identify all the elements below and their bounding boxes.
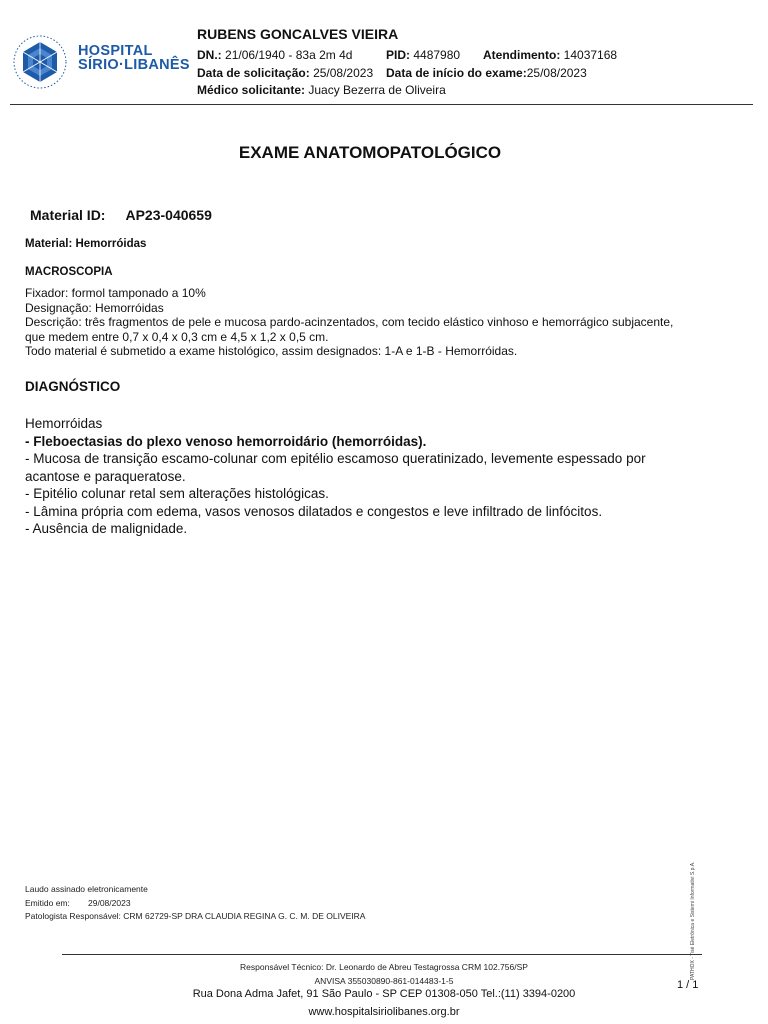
diag-line: Hemorróidas <box>25 416 103 431</box>
macro-line: que medem entre 0,7 x 0,4 x 0,3 cm e 4,5 x 1,2 x 0,5 cm. <box>25 329 329 344</box>
atendimento-value: 14037168 <box>563 48 618 62</box>
material-id-label: Material ID: <box>30 207 106 223</box>
hospital-name-line2: SÍRIO·LIBANÊS <box>78 57 190 73</box>
solicitacao-value: 25/08/2023 <box>313 66 374 80</box>
diag-line: - Mucosa de transição escamo-colunar com epitélio escamoso queratinizado, levemente espessado por <box>25 451 646 466</box>
patient-name: RUBENS GONCALVES VIEIRA <box>197 26 399 42</box>
page-number: 1 / 1 <box>677 979 699 991</box>
hospital-name-line1: HOSPITAL <box>78 43 153 59</box>
medico-value: Juacy Bezerra de Oliveira <box>308 83 446 97</box>
laudo-assinado: Laudo assinado eletronicamente <box>25 884 148 894</box>
atendimento-row <box>483 48 617 62</box>
pid-label: PID: <box>386 48 410 62</box>
macro-line: Designação: Hemorróidas <box>25 300 164 315</box>
inicio-exame-row <box>386 66 587 80</box>
macro-line: Descrição: três fragmentos de pele e mucosa pardo-acinzentados, com tecido elástico vinhoso e hemorrágico subjacente, <box>25 315 674 329</box>
patient-pid-row <box>386 48 460 62</box>
emitido-label: Emitido em: <box>25 898 70 908</box>
macro-line: Todo material é submetido a exame histológico, assim designados: 1-A e 1-B - Hemorróidas. <box>25 344 518 358</box>
macroscopia-heading: MACROSCOPIA <box>25 266 113 278</box>
diag-line: - Fleboectasias do plexo venoso hemorroidário (hemorróidas). <box>25 433 427 449</box>
inicio-label: Data de início do exame: <box>386 66 527 80</box>
solicitacao-row <box>197 66 373 80</box>
hospital-website: www.hospitalsiriolibanes.org.br <box>308 1006 460 1018</box>
side-vendor-text: PATHOX - Tisé Eletrônica e Sistemi Informativi S.p.A. <box>690 861 696 980</box>
diag-line: - Lâmina própria com edema, vasos venosos dilatados e congestos e leve infiltrado de linfócitos. <box>25 503 603 519</box>
header-divider <box>10 104 753 105</box>
material-id <box>30 207 212 223</box>
inicio-value: 25/08/2023 <box>526 66 587 80</box>
solicitacao-label: Data de solicitação: <box>197 66 310 80</box>
emitido-value: 29/08/2023 <box>88 898 131 908</box>
macroscopia-text <box>25 286 673 359</box>
patient-dn-row <box>197 48 352 62</box>
diag-line: acantose e paraqueratose. <box>25 468 186 484</box>
diag-line: - Epitélio colunar retal sem alterações histológicas. <box>25 486 329 501</box>
pid-value: 4487980 <box>413 48 461 62</box>
dn-value: 21/06/1940 - 83a 2m 4d <box>225 48 353 62</box>
exam-title: EXAME ANATOMOPATOLÓGICO <box>238 143 502 162</box>
medico-label: Médico solicitante: <box>197 83 306 97</box>
hospital-address: Rua Dona Adma Jafet, 91 São Paulo - SP CEP 01308-050 Tel.:(11) 3394-0200 <box>192 988 576 1000</box>
anvisa-number: ANVISA 355030890-861-014483-1-5 <box>314 976 454 986</box>
responsavel-tecnico: Responsável Técnico: Dr. Leonardo de Abreu Testagrossa CRM 102.756/SP <box>240 962 528 972</box>
material-id-value: AP23-040659 <box>125 207 212 223</box>
macro-line: Fixador: formol tamponado a 10% <box>25 286 206 300</box>
hospital-logo-icon <box>12 34 68 90</box>
patologista-responsavel: Patologista Responsável: CRM 62729-SP DRA CLAUDIA REGINA G. C. M. DE OLIVEIRA <box>25 911 366 921</box>
diagnostico-text <box>25 415 646 538</box>
diag-line: - Ausência de malignidade. <box>25 521 188 536</box>
dn-label: DN.: <box>197 48 222 62</box>
atendimento-label: Atendimento: <box>483 48 561 62</box>
medico-row <box>197 83 446 97</box>
diagnostico-heading: DIAGNÓSTICO <box>25 379 121 394</box>
footer-divider <box>62 954 702 955</box>
material-label: Material: Hemorróidas <box>25 238 147 250</box>
